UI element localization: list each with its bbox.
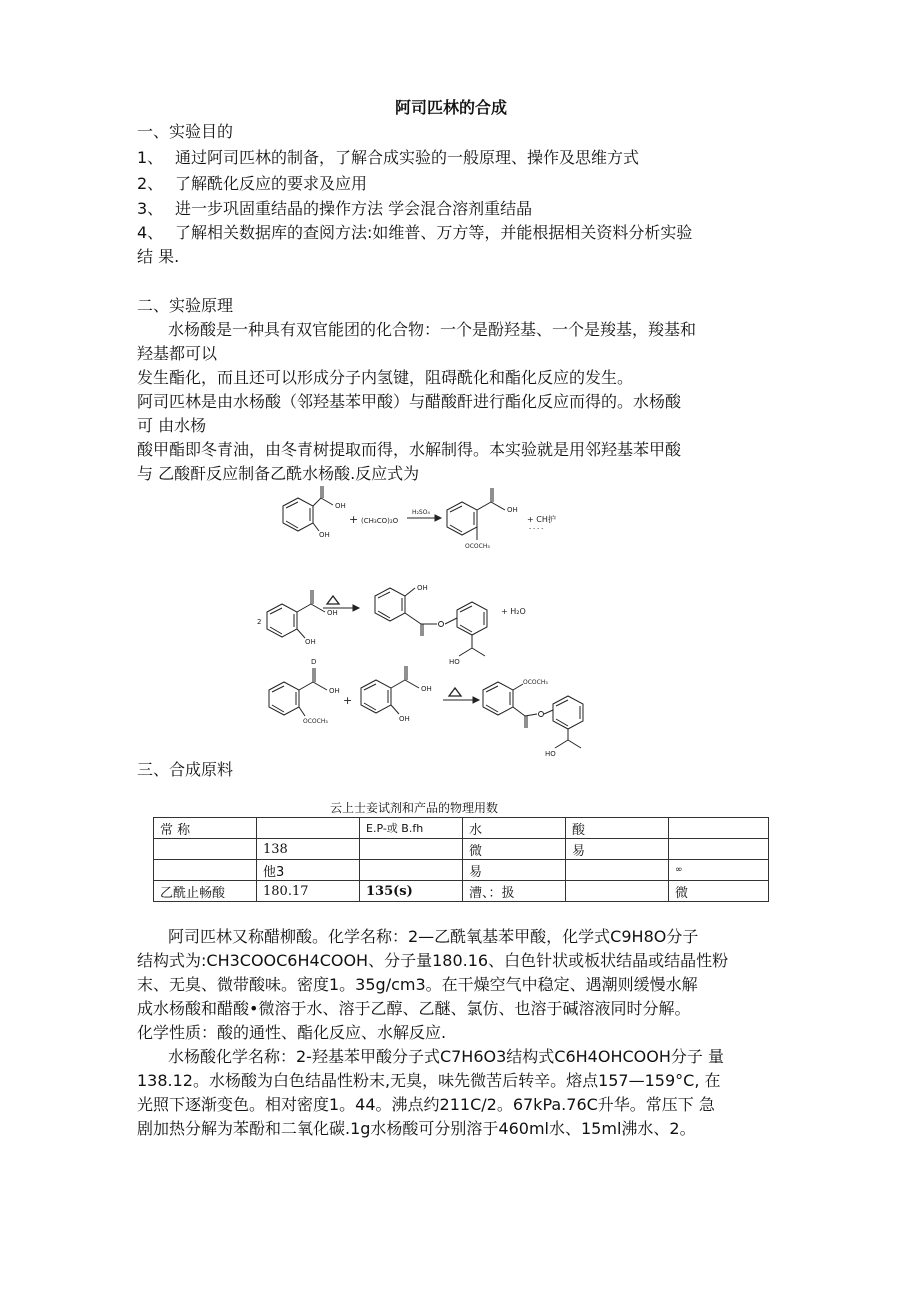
table-cell: E.P-或 B.fh	[360, 818, 463, 839]
r1-cooh-label: OH	[335, 502, 346, 510]
table-cell: 他3	[257, 860, 360, 881]
r2-substrate-oh-2: OH	[305, 638, 316, 646]
r3-substrate-oh: OH	[329, 687, 340, 695]
section-heading-materials: 三、合成原料	[137, 760, 234, 779]
salicylic-acid-ring	[283, 498, 313, 531]
table-cell	[566, 881, 669, 902]
table-cell	[154, 860, 257, 881]
purpose-item-4: 了解相关数据库的查阅方法:如维普、万方等，并能根据相关资料分析实验	[175, 223, 693, 242]
table-cell	[669, 839, 769, 860]
principle-line: 阿司匹林是由水杨酸（邻羟基苯甲酸）与醋酸酐进行酯化反应而得的。水杨酸	[137, 392, 682, 411]
r1-catalyst-label: H₂SO₄	[412, 509, 430, 516]
r1-plus: +	[349, 513, 359, 526]
reaction-1	[283, 486, 556, 550]
aspirin-paragraph-line: 成水杨酸和醋酸•微溶于水、溶于乙醇、乙醚、氯仿、也溶于碱溶液同时分解。	[137, 999, 691, 1018]
aspirin-paragraph-line: 结构式为:CH3COOC6H4COOH、分子量180.16、白色针状或板状结晶或结晶性粉	[137, 951, 729, 970]
purpose-item-2: 了解酰化反应的要求及应用	[175, 174, 368, 193]
table-cell	[257, 818, 360, 839]
r2-delta-symbol	[327, 596, 339, 604]
table-cell: 乙酰止畅酸	[154, 881, 257, 902]
table-cell	[154, 839, 257, 860]
reaction-3	[269, 658, 583, 758]
principle-line: 羟基都可以	[137, 344, 218, 363]
r1-product-oh-label: OH	[507, 506, 518, 514]
r2-product-oh: OH	[417, 584, 428, 592]
table-cell	[360, 839, 463, 860]
purpose-item-3-number: 3、	[137, 199, 164, 218]
table-cell: ∞	[669, 860, 769, 881]
r2-substrate-oh-1: OH	[327, 609, 338, 617]
principle-line: 酸甲酯即冬青油，由冬青树提取而得，水解制得。本实验就是用邻羟基苯甲酸	[137, 440, 682, 459]
r3-substrate-acetoxy: OCOCH₃	[303, 718, 328, 725]
table-cell: 漕、：扱	[463, 881, 566, 902]
table-cell: 常 称	[154, 818, 257, 839]
page-title: 阿司匹林的合成	[395, 98, 508, 117]
purpose-item-2-number: 2、	[137, 174, 164, 193]
r3-salicylic-oh-1: OH	[421, 685, 432, 693]
table-cell: 易	[463, 860, 566, 881]
purpose-item-1-number: 1、	[137, 148, 164, 167]
table-cell: 138	[257, 839, 360, 860]
aspirin-paragraph-line: 化学性质：酸的通性、酯化反应、水解反应.	[137, 1023, 447, 1042]
section-heading-principle: 二、实验原理	[137, 296, 234, 315]
purpose-item-4-continued: 结 果.	[137, 247, 180, 266]
salicylic-paragraph-line: 剧加热分解为苯酚和二氧化碳.1g水杨酸可分别溶于460ml水、15ml沸水、2。	[137, 1119, 696, 1138]
r3-salicylic-oh-2: OH	[399, 715, 410, 723]
purpose-item-1: 通过阿司匹林的制备，了解合成实验的一般原理、操作及思维方式	[175, 148, 640, 167]
purpose-item-3: 进一步巩固重结晶的操作方法 学会混合溶剂重结晶	[175, 199, 533, 218]
table-row	[154, 839, 769, 860]
purpose-item-4-number: 4、	[137, 223, 164, 242]
r1-anhydride-label: (CH₃CO)₂O	[361, 517, 399, 525]
principle-line: 可 由水杨	[137, 416, 207, 435]
table-cell: 135(s)	[360, 881, 463, 902]
r2-coefficient: 2	[257, 618, 262, 626]
r2-water: + H₂O	[501, 607, 526, 616]
r1-product-substituent: OCOCH₃	[465, 543, 490, 550]
aspirin-paragraph-line: 末、无臭、微带酸味。密度1。35g/cm3。在干燥空气中稳定、遇潮则缓慢水解	[137, 975, 698, 994]
r3-product-cooh: HO	[545, 750, 556, 758]
reaction-2	[257, 584, 526, 666]
table-cell: 微	[669, 881, 769, 902]
r3-mark: D	[311, 658, 317, 666]
aspirin-paragraph-line: 阿司匹林又称醋柳酸。化学名称：2—乙酰氧基苯甲酸，化学式C9H8O分子	[168, 927, 699, 946]
table-cell	[669, 818, 769, 839]
aspirin-ring	[447, 502, 477, 535]
principle-line: 发生酯化，而且还可以形成分子内氢键，阻碍酰化和酯化反应的发生。	[137, 368, 634, 387]
table-cell: 180.17	[257, 881, 360, 902]
r3-plus: +	[343, 694, 353, 707]
section-heading-purpose: 一、实验目的	[137, 122, 234, 141]
table-cell: 微	[463, 839, 566, 860]
r1-byproduct-2: - - - -	[529, 525, 544, 532]
salicylic-paragraph-line: 水杨酸化学名称：2-羟基苯甲酸分子式C7H6O3结构式C6H4OHCOOH分子 量	[168, 1047, 724, 1066]
table-cell: 易	[566, 839, 669, 860]
r1-oh-label: OH	[319, 531, 330, 539]
table-row	[154, 818, 769, 839]
table-cell	[360, 860, 463, 881]
reaction-scheme	[255, 478, 590, 760]
physical-properties-table	[153, 817, 769, 902]
table-cell: 酸	[566, 818, 669, 839]
salicylic-paragraph-line: 光照下逐渐变色。相对密度1。44。沸点约211C/2。67kPa.76C升华。常压下 急	[137, 1095, 715, 1114]
principle-line: 与 乙酸酐反应制备乙酰水杨酸.反应式为	[137, 464, 420, 483]
r1-byproduct: + CH护	[527, 515, 556, 524]
table-cell	[566, 860, 669, 881]
table-row	[154, 881, 769, 902]
table-row	[154, 860, 769, 881]
table-cell: 水	[463, 818, 566, 839]
r3-product-acetoxy: OCOCH₃	[523, 679, 548, 686]
table-caption: 云上士妾试剂和产品的物理用数	[330, 801, 499, 815]
r2-product-cooh: HO	[449, 658, 460, 666]
salicylic-paragraph-line: 138.12。水杨酸为白色结晶性粉末,无臭，味先微苦后转辛。熔点157—159°C, 在	[137, 1071, 721, 1090]
r3-delta-symbol	[449, 688, 461, 696]
principle-line: 水杨酸是一种具有双官能团的化合物：一个是酚羟基、一个是羧基，羧基和	[168, 320, 697, 339]
